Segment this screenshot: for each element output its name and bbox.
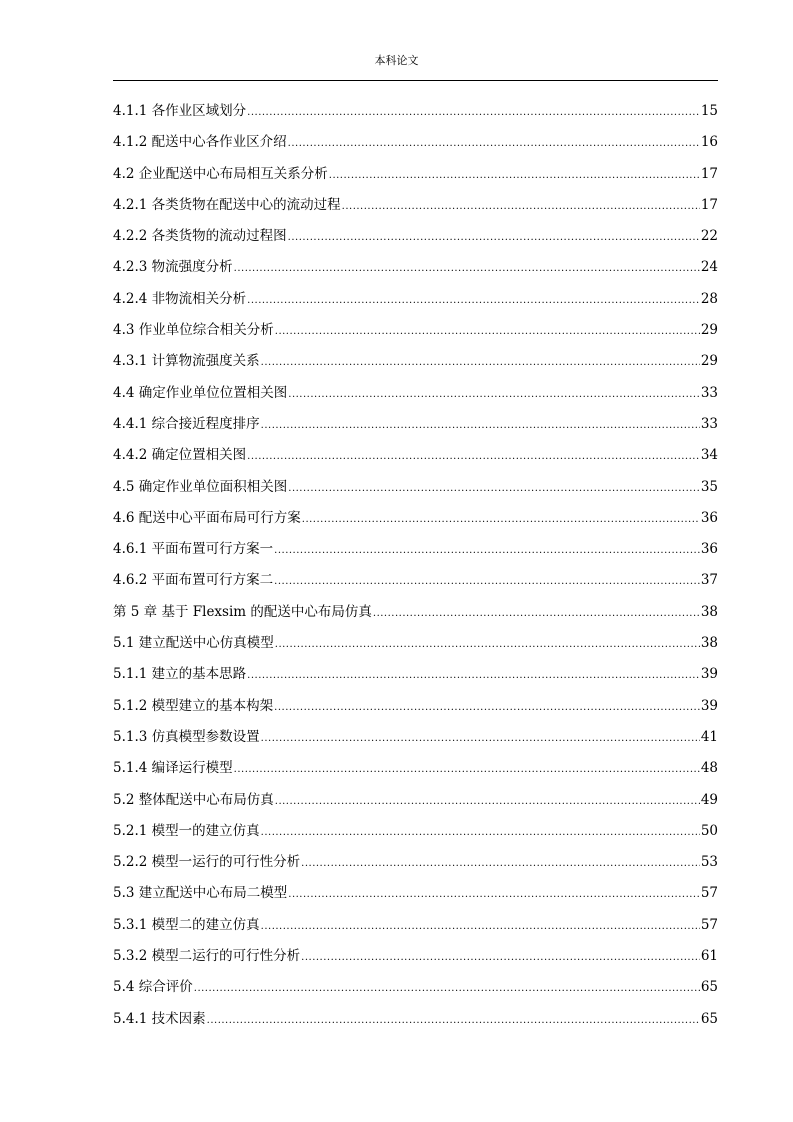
- toc-entry[interactable]: [113, 878, 718, 909]
- toc-entry-page-number: 34: [700, 447, 718, 464]
- toc-entry-title: 4.2.2 各类货物的流动过程图: [113, 228, 287, 245]
- toc-entry[interactable]: [113, 221, 718, 252]
- toc-dot-leader: [261, 911, 700, 942]
- toc-entry[interactable]: [113, 440, 718, 471]
- toc-entry-page-number: 29: [700, 322, 718, 339]
- toc-entry[interactable]: [113, 409, 718, 440]
- toc-entry[interactable]: [113, 1004, 718, 1035]
- toc-entry-title: 5.3.1 模型二的建立仿真: [113, 916, 260, 933]
- toc-entry-title: 5.1.4 编译运行模型: [113, 760, 233, 777]
- toc-entry-title: 4.6.2 平面布置可行方案二: [113, 572, 274, 589]
- toc-entry-page-number: 49: [700, 791, 718, 808]
- toc-entry[interactable]: [113, 659, 718, 690]
- toc-entry[interactable]: [113, 910, 718, 941]
- toc-dot-leader: [261, 723, 700, 754]
- toc-entry-page-number: 22: [700, 228, 718, 245]
- toc-entry-page-number: 61: [700, 948, 718, 965]
- header-rule: [113, 80, 718, 81]
- toc-entry-title: 5.1 建立配送中心仿真模型: [113, 635, 274, 652]
- toc-dot-leader: [234, 253, 700, 284]
- toc-dot-leader: [288, 222, 700, 253]
- toc-dot-leader: [274, 535, 700, 566]
- toc-entry-page-number: 24: [700, 259, 718, 276]
- toc-entry-title: 5.2.2 模型一运行的可行性分析: [113, 854, 301, 871]
- toc-dot-leader: [194, 973, 700, 1004]
- toc-entry-title: 4.6 配送中心平面布局可行方案: [113, 509, 301, 526]
- toc-dot-leader: [247, 660, 700, 691]
- toc-entry[interactable]: [113, 284, 718, 315]
- toc-entry-page-number: 50: [700, 822, 718, 839]
- toc-entry-page-number: 48: [700, 760, 718, 777]
- toc-entry[interactable]: [113, 315, 718, 346]
- toc-dot-leader: [261, 347, 700, 378]
- toc-entry-title: 5.2 整体配送中心布局仿真: [113, 791, 274, 808]
- toc-entry-page-number: 57: [700, 885, 718, 902]
- toc-dot-leader: [302, 504, 700, 535]
- toc-entry-title: 5.3 建立配送中心布局二模型: [113, 885, 288, 902]
- toc-entry[interactable]: [113, 941, 718, 972]
- toc-entry-title: 4.4 确定作业单位位置相关图: [113, 384, 288, 401]
- toc-entry[interactable]: [113, 378, 718, 409]
- toc-dot-leader: [207, 1005, 700, 1036]
- toc-entry-title: 4.2.1 各类货物在配送中心的流动过程: [113, 196, 341, 213]
- toc-entry[interactable]: [113, 159, 718, 190]
- toc-entry-page-number: 38: [700, 635, 718, 652]
- toc-entry-page-number: 65: [700, 979, 718, 996]
- toc-dot-leader: [274, 692, 700, 723]
- toc-entry-title: 4.1.2 配送中心各作业区介绍: [113, 134, 287, 151]
- toc-entry[interactable]: [113, 597, 718, 628]
- toc-dot-leader: [261, 410, 700, 441]
- toc-entry-title: 4.4.2 确定位置相关图: [113, 447, 247, 464]
- toc-entry[interactable]: [113, 628, 718, 659]
- toc-entry-page-number: 65: [700, 1010, 718, 1027]
- toc-dot-leader: [288, 473, 700, 504]
- toc-entry-page-number: 16: [700, 134, 718, 151]
- toc-entry-page-number: 38: [700, 603, 718, 620]
- toc-entry[interactable]: [113, 96, 718, 127]
- toc-entry-title: 5.4 综合评价: [113, 979, 193, 996]
- toc-entry[interactable]: [113, 847, 718, 878]
- toc-entry-title: 5.1.1 建立的基本思路: [113, 666, 247, 683]
- toc-dot-leader: [373, 598, 700, 629]
- toc-dot-leader: [247, 285, 700, 316]
- toc-dot-leader: [329, 160, 700, 191]
- toc-dot-leader: [234, 754, 700, 785]
- toc-dot-leader: [301, 848, 700, 879]
- toc-dot-leader: [342, 191, 700, 222]
- toc-dot-leader: [288, 128, 700, 159]
- toc-dot-leader: [275, 786, 700, 817]
- toc-entry[interactable]: [113, 816, 718, 847]
- toc-entry-title: 第 5 章 基于 Flexsim 的配送中心布局仿真: [113, 603, 372, 620]
- toc-entry-page-number: 39: [700, 697, 718, 714]
- toc-entry-title: 4.2.4 非物流相关分析: [113, 290, 247, 307]
- toc-dot-leader: [275, 629, 700, 660]
- toc-entry-page-number: 29: [700, 353, 718, 370]
- toc-entry-title: 4.6.1 平面布置可行方案一: [113, 541, 274, 558]
- toc-entry-title: 4.2 企业配送中心布局相互关系分析: [113, 165, 328, 182]
- toc-dot-leader: [274, 566, 700, 597]
- toc-entry[interactable]: [113, 753, 718, 784]
- toc-entry-title: 4.2.3 物流强度分析: [113, 259, 233, 276]
- toc-dot-leader: [288, 379, 700, 410]
- toc-entry-title: 4.1.1 各作业区域划分: [113, 103, 247, 119]
- toc-entry-page-number: 17: [700, 196, 718, 213]
- toc-entry-page-number: 36: [700, 509, 718, 526]
- toc-entry-page-number: 28: [700, 290, 718, 307]
- header-title: 本科论文: [374, 54, 419, 67]
- toc-entry-title: 5.2.1 模型一的建立仿真: [113, 822, 260, 839]
- toc-entry[interactable]: [113, 127, 718, 158]
- toc-dot-leader: [288, 879, 700, 910]
- toc-dot-leader: [247, 97, 700, 128]
- toc-entry[interactable]: [113, 472, 718, 503]
- toc-entry-page-number: 35: [700, 478, 718, 495]
- table-of-contents: [113, 96, 718, 1035]
- toc-entry-title: 5.1.3 仿真模型参数设置: [113, 728, 260, 745]
- toc-entry-title: 4.4.1 综合接近程度排序: [113, 415, 260, 432]
- toc-entry[interactable]: [113, 503, 718, 534]
- toc-entry[interactable]: [113, 190, 718, 221]
- toc-entry-page-number: 41: [700, 728, 718, 745]
- toc-entry-page-number: 39: [700, 666, 718, 683]
- toc-dot-leader: [247, 441, 700, 472]
- toc-entry-title: 4.3.1 计算物流强度关系: [113, 353, 260, 370]
- toc-entry-title: 5.4.1 技术因素: [113, 1010, 206, 1027]
- toc-entry[interactable]: [113, 534, 718, 565]
- page-header: [0, 53, 793, 69]
- toc-dot-leader: [301, 942, 700, 973]
- toc-entry-page-number: 17: [700, 165, 718, 182]
- toc-entry-title: 4.3 作业单位综合相关分析: [113, 322, 274, 339]
- toc-entry-page-number: 57: [700, 916, 718, 933]
- toc-entry-page-number: 36: [700, 541, 718, 558]
- toc-entry[interactable]: [113, 972, 718, 1003]
- toc-entry-page-number: 37: [700, 572, 718, 589]
- toc-entry[interactable]: [113, 346, 718, 377]
- toc-entry-page-number: 15: [700, 103, 718, 119]
- toc-entry[interactable]: [113, 252, 718, 283]
- toc-entry[interactable]: [113, 691, 718, 722]
- toc-entry-title: 4.5 确定作业单位面积相关图: [113, 478, 288, 495]
- toc-entry-page-number: 53: [700, 854, 718, 871]
- toc-entry[interactable]: [113, 785, 718, 816]
- toc-entry[interactable]: [113, 565, 718, 596]
- toc-entry-page-number: 33: [700, 415, 718, 432]
- toc-entry[interactable]: [113, 722, 718, 753]
- toc-entry-title: 5.1.2 模型建立的基本构架: [113, 697, 274, 714]
- toc-dot-leader: [261, 817, 700, 848]
- toc-entry-page-number: 33: [700, 384, 718, 401]
- toc-entry-title: 5.3.2 模型二运行的可行性分析: [113, 948, 301, 965]
- toc-dot-leader: [275, 316, 700, 347]
